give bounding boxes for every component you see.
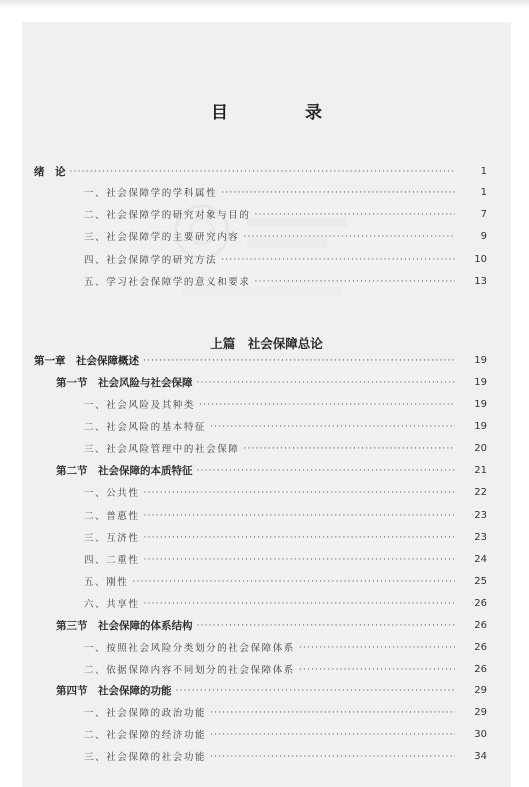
toc-entry-label: 一、社会保障的政治功能 [84, 708, 207, 719]
document-page [22, 22, 511, 787]
dot-leader [299, 641, 455, 653]
toc-entry-page-number: 34 [474, 750, 487, 762]
toc-entry[interactable] [22, 529, 511, 545]
toc-entry[interactable] [22, 273, 511, 289]
toc-entry-label: 三、互济性 [84, 533, 140, 544]
toc-entry[interactable] [22, 551, 511, 567]
dot-leader [255, 275, 455, 287]
dot-leader [197, 376, 456, 388]
dot-leader [144, 509, 455, 521]
toc-entry[interactable] [22, 595, 511, 611]
dot-leader [221, 253, 455, 265]
toc-entry[interactable] [22, 507, 511, 523]
toc-entry-page-number: 25 [474, 575, 487, 587]
toc-entry-page-number: 30 [474, 728, 487, 740]
toc-entry[interactable] [22, 251, 511, 267]
toc-entry-page-number: 29 [474, 706, 487, 718]
viewer-top-edge [0, 0, 529, 8]
toc-entry-label: 四、社会保障学的研究方法 [84, 255, 218, 266]
toc-entry-label: 三、社会保障的社会功能 [84, 752, 207, 763]
toc-entry[interactable] [22, 228, 511, 244]
dot-leader [221, 186, 455, 198]
toc-entry-page-number: 26 [474, 663, 487, 675]
toc-entry-label: 二、社会保障学的研究对象与目的 [84, 210, 251, 221]
toc-entry-label: 第四节 社会保障的功能 [56, 684, 172, 697]
toc-entry[interactable] [22, 396, 511, 412]
toc-entry[interactable] [22, 163, 511, 179]
toc-entry-label: 一、按照社会风险分类划分的社会保障体系 [84, 643, 295, 654]
dot-leader [70, 165, 456, 177]
toc-entry-label: 第三节 社会保障的体系结构 [56, 619, 193, 632]
toc-entry-label: 三、社会风险管理中的社会保障 [84, 444, 240, 455]
toc-entry-label: 二、社会保障的经济功能 [84, 730, 207, 741]
toc-title: 目 录 [211, 103, 352, 123]
toc-entry-page-number: 7 [480, 208, 487, 220]
toc-entry-label: 第一章 社会保障概述 [34, 354, 139, 367]
toc-entry-page-number: 26 [474, 641, 487, 653]
toc-entry-page-number: 1 [480, 165, 487, 177]
toc-entry-page-number: 23 [474, 531, 487, 543]
toc-entry-page-number: 24 [474, 553, 487, 565]
part-title: 上篇 社会保障总论 [210, 336, 323, 351]
toc-entry[interactable] [22, 661, 511, 677]
toc-entry-label: 二、依据保障内容不同划分的社会保障体系 [84, 665, 295, 676]
dot-leader [132, 575, 455, 587]
dot-leader [199, 398, 455, 410]
toc-entry-page-number: 9 [480, 230, 487, 242]
dot-leader [144, 486, 455, 498]
toc-entry-label: 三、社会保障学的主要研究内容 [84, 232, 240, 243]
toc-entry-page-number: 26 [474, 619, 487, 631]
toc-entry[interactable] [22, 748, 511, 764]
toc-entry-label: 绪 论 [34, 165, 66, 178]
toc-entry[interactable] [22, 617, 511, 633]
dot-leader [144, 531, 455, 543]
toc-entry-label: 一、社会保障学的学科属性 [84, 188, 218, 199]
toc-entry-label: 五、刚性 [84, 577, 129, 588]
toc-entry-page-number: 21 [474, 464, 487, 476]
toc-entry[interactable] [22, 374, 511, 390]
dot-leader [144, 553, 455, 565]
dot-leader [255, 208, 455, 220]
toc-entry[interactable] [22, 682, 511, 698]
dot-leader [243, 230, 455, 242]
dot-leader [299, 663, 455, 675]
toc-entry-page-number: 29 [474, 684, 487, 696]
toc-entry-label: 二、普惠性 [84, 511, 140, 522]
toc-entry-page-number: 1 [480, 186, 487, 198]
toc-entry[interactable] [22, 573, 511, 589]
dot-leader [210, 420, 455, 432]
dot-leader [144, 597, 455, 609]
toc-entry[interactable] [22, 639, 511, 655]
toc-entry-page-number: 20 [474, 442, 487, 454]
toc-entry[interactable] [22, 726, 511, 742]
toc-entry-page-number: 10 [474, 253, 487, 265]
toc-entry[interactable] [22, 484, 511, 500]
toc-entry-page-number: 26 [474, 597, 487, 609]
dot-leader [210, 750, 455, 762]
toc-entry-page-number: 19 [474, 376, 487, 388]
toc-entry-page-number: 23 [474, 509, 487, 521]
toc-entry-page-number: 13 [474, 275, 487, 287]
dot-leader [210, 706, 455, 718]
toc-entry[interactable] [22, 418, 511, 434]
dot-leader [243, 442, 455, 454]
toc-entry-label: 二、社会风险的基本特征 [84, 422, 207, 433]
toc-entry-label: 一、社会风险及其种类 [84, 400, 196, 411]
toc-entry-page-number: 19 [474, 398, 487, 410]
toc-entry[interactable] [22, 704, 511, 720]
dot-leader [197, 619, 456, 631]
toc-entry-label: 四、二重性 [84, 555, 140, 566]
dot-leader [197, 464, 456, 476]
toc-entry-label: 第二节 社会保障的本质特征 [56, 464, 193, 477]
toc-entry[interactable] [22, 440, 511, 456]
toc-entry-page-number: 19 [474, 354, 487, 366]
toc-entry[interactable] [22, 184, 511, 200]
toc-entry[interactable] [22, 462, 511, 478]
dot-leader [143, 354, 455, 366]
toc-entry-page-number: 19 [474, 420, 487, 432]
toc-entry-label: 五、学习社会保障学的意义和要求 [84, 277, 251, 288]
toc-entry-label: 第一节 社会风险与社会保障 [56, 376, 193, 389]
toc-entry-label: 六、共享性 [84, 599, 140, 610]
toc-entry-label: 一、公共性 [84, 488, 140, 499]
dot-leader [210, 728, 455, 740]
toc-entry[interactable] [22, 352, 511, 368]
dot-leader [176, 684, 456, 696]
toc-entry[interactable] [22, 206, 511, 222]
toc-entry-page-number: 22 [474, 486, 487, 498]
